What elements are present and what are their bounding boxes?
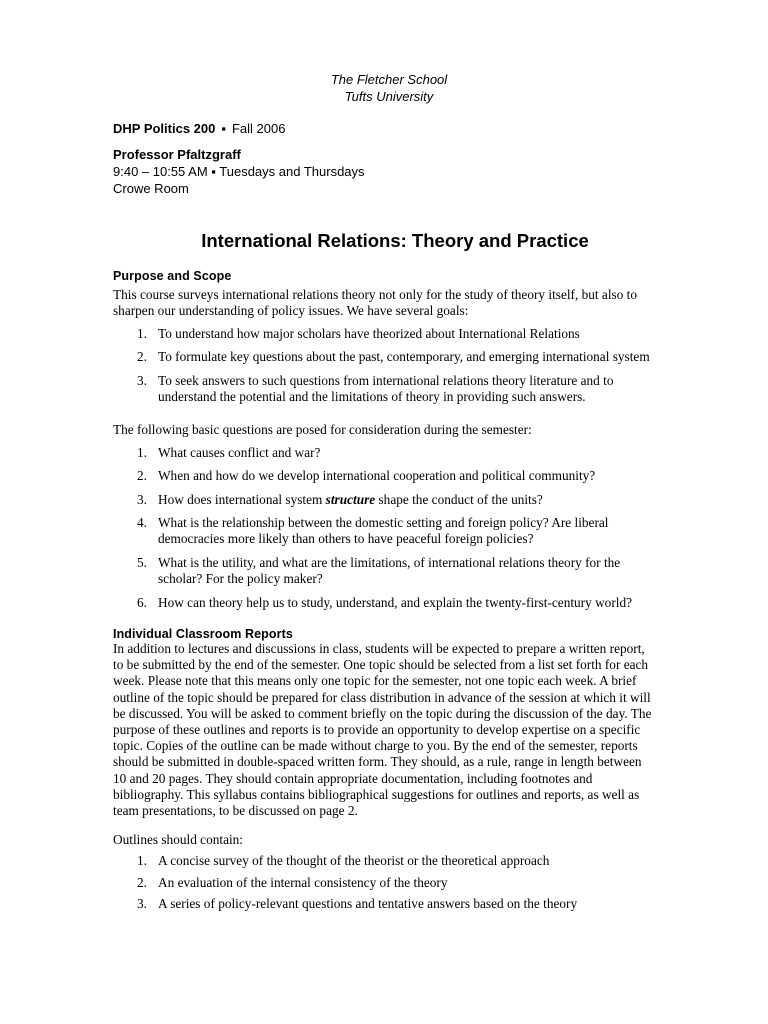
list-text <box>158 515 678 547</box>
list-text-part: shape the conduct of the units? <box>375 492 543 507</box>
list-number: 1. <box>137 326 147 341</box>
list-number: 3. <box>137 896 147 911</box>
list-number: 4. <box>137 515 147 530</box>
list-text-part: How does international system <box>158 492 326 507</box>
list-text: To formulate key questions about the past, contemporary, and emerging international system <box>158 349 650 364</box>
list-number: 2. <box>137 349 147 364</box>
reports-line: purpose of these outlines and reports is to provide an opportunity to develop expertise on a specific <box>113 722 641 738</box>
purpose-heading: Purpose and Scope <box>113 269 232 283</box>
list-number: 1. <box>137 853 147 868</box>
list-text <box>158 373 678 405</box>
reports-heading: Individual Classroom Reports <box>113 627 293 641</box>
list-text: An evaluation of the internal consistency of the theory <box>158 875 448 890</box>
list-number: 6. <box>137 595 147 610</box>
reports-paragraph <box>113 641 683 819</box>
reports-line: bibliography. This syllabus contains bibliographical suggestions for outlines and reports, as well as <box>113 786 640 802</box>
outlines-intro: Outlines should contain: <box>113 832 244 847</box>
list-text-line: scholar? For the policy maker? <box>158 571 323 587</box>
list-text: To understand how major scholars have theorized about International Relations <box>158 326 580 341</box>
course-line <box>113 120 285 137</box>
list-number: 2. <box>137 468 147 483</box>
list-text-line: What is the relationship between the domestic setting and foreign policy? Are liberal <box>158 515 609 530</box>
bullet-separator: ▪ <box>221 121 226 136</box>
list-number: 5. <box>137 555 147 570</box>
professor-name: Professor Pfaltzgraff <box>113 147 241 162</box>
purpose-intro-line: This course surveys international relations theory not only for the study of theory itself, but also to <box>113 287 638 302</box>
list-text: When and how do we develop international cooperation and political community? <box>158 468 596 483</box>
list-text-line: understand the potential and the limitations of theory in providing such answers. <box>158 389 586 405</box>
course-term: Fall 2006 <box>231 121 286 136</box>
professor-block <box>113 146 365 197</box>
reports-line: outline of the topic should be prepared for class distribution in advance of the session at which it will <box>113 689 651 705</box>
list-text-line: To seek answers to such questions from international relations theory literature and to <box>158 373 614 388</box>
list-number: 3. <box>137 492 147 507</box>
school-name: The Fletcher School <box>330 72 448 87</box>
emphasized-term: structure <box>325 492 376 507</box>
list-number: 2. <box>137 875 147 890</box>
list-text <box>158 555 678 587</box>
purpose-intro <box>113 287 673 319</box>
list-text-line: democracies more likely than others to have peaceful foreign policies? <box>158 531 534 547</box>
questions-intro: The following basic questions are posed for consideration during the semester: <box>113 422 532 437</box>
class-schedule: 9:40 – 10:55 AM ▪ Tuesdays and Thursdays <box>113 164 365 179</box>
course-title: International Relations: Theory and Practice <box>201 230 589 251</box>
list-number: 3. <box>137 373 147 388</box>
document-header <box>0 71 768 105</box>
list-text <box>158 492 678 508</box>
university-name: Tufts University <box>344 89 434 104</box>
reports-line: be discussed. You will be asked to comment briefly on the topic during the discussion of the day. The <box>113 705 652 721</box>
list-text: What causes conflict and war? <box>158 445 321 460</box>
reports-line: topic. Copies of the outline can be made without charge to you. By the end of the semester, reports <box>113 738 638 754</box>
reports-line: should be submitted in double-spaced written form. They should, as a rule, range in length between <box>113 754 642 770</box>
reports-line: to be submitted by the end of the semester. One topic should be selected from a list set forth for each <box>113 657 649 673</box>
course-code: DHP Politics 200 <box>113 121 216 136</box>
list-number: 1. <box>137 445 147 460</box>
class-room: Crowe Room <box>113 181 189 196</box>
purpose-intro-line: sharpen our understanding of policy issues. We have several goals: <box>113 303 469 319</box>
list-text: How can theory help us to study, understand, and explain the twenty-first-century world? <box>158 595 633 610</box>
reports-line: In addition to lectures and discussions in class, students will be expected to prepare a written report, <box>113 641 645 656</box>
reports-line: week. Please note that this means only one topic for the semester, not one topic each week. A brief <box>113 673 637 689</box>
list-text-line: What is the utility, and what are the limitations, of international relations theory for the <box>158 555 621 570</box>
reports-line: team presentations, to be discussed on page 2. <box>113 803 358 819</box>
list-text: A concise survey of the thought of the theorist or the theoretical approach <box>158 853 550 868</box>
list-text: A series of policy-relevant questions and tentative answers based on the theory <box>158 896 578 911</box>
reports-line: 10 and 20 pages. They should contain appropriate documentation, including footnotes and <box>113 770 593 786</box>
